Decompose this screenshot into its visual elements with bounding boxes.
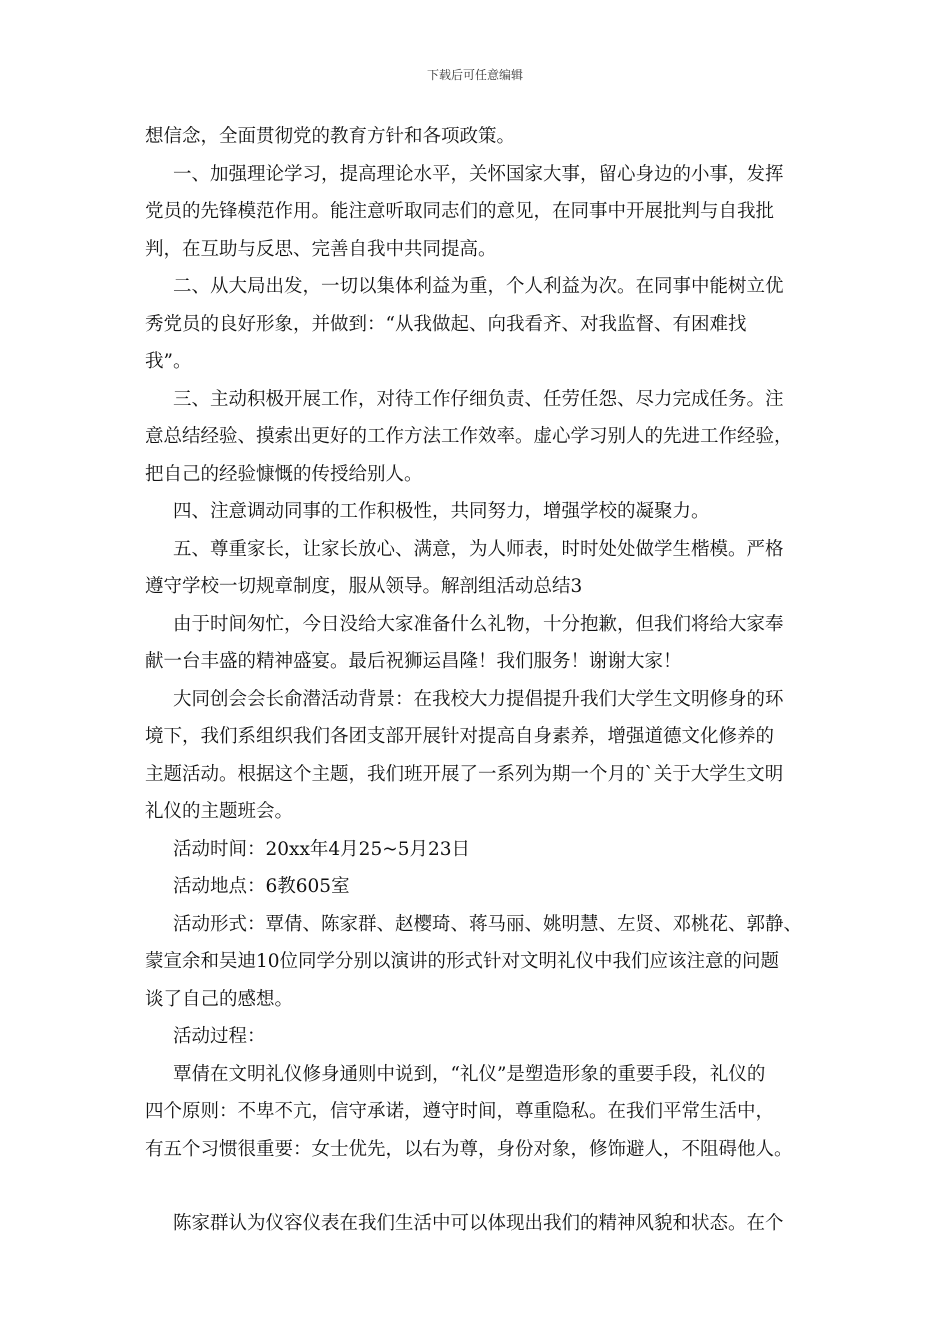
- text-line: 境下，我们系组织我们各团支部开展针对提高自身素养，增强道德文化修养的: [145, 726, 775, 747]
- paragraph: [145, 1056, 825, 1169]
- paragraph: [145, 1205, 825, 1243]
- text-line: 谈了自己的感想。: [145, 988, 294, 1010]
- paragraph: [145, 1018, 825, 1056]
- paragraph: [145, 606, 825, 681]
- paragraph: [145, 381, 825, 494]
- text-line: 我”。: [145, 351, 192, 372]
- paragraph: [145, 493, 825, 531]
- page-header: 下载后可任意编辑: [426, 68, 523, 82]
- text-line: 覃倩在文明礼仪修身通则中说到，“礼仪”是塑造形象的重要手段，礼仪的: [173, 1063, 766, 1085]
- text-line: 党员的先锋模范作用。能注意听取同志们的意见，在同事中开展批判与自我批: [145, 201, 775, 222]
- text-line: 有五个习惯很重要：女士优先，以右为尊，身份对象，修饰避人，不阻碍他人。: [145, 1138, 793, 1160]
- paragraph-spacer: [145, 1168, 825, 1205]
- text-line: 活动形式：覃倩、陈家群、赵樱琦、蒋马丽、姚明慧、左贤、邓桃花、郭静、: [173, 913, 803, 935]
- text-line: 主题活动。根据这个主题，我们班开展了一系列为期一个月的`关于大学生文明: [145, 763, 784, 785]
- text-line: 蒙宣余和吴迪10位同学分别以演讲的形式针对文明礼仪中我们应该注意的问题: [145, 951, 780, 972]
- paragraph: [145, 156, 825, 269]
- text-line: 活动过程：: [173, 1026, 266, 1047]
- text-line: 四、注意调动同事的工作积极性，共同努力，增强学校的凝聚力。: [173, 501, 710, 522]
- paragraph: [145, 868, 825, 906]
- text-line: 遵守学校一切规章制度，服从领导。解剖组活动总结3: [145, 576, 583, 597]
- text-line: 二、从大局出发，一切以集体利益为重，个人利益为次。在同事中能树立优: [173, 276, 784, 297]
- paragraph: [145, 531, 825, 606]
- paragraph: [145, 831, 825, 869]
- text-line: 礼仪的主题班会。: [145, 801, 294, 822]
- text-line: 判，在互助与反思、完善自我中共同提高。: [145, 238, 497, 260]
- paragraph: [145, 681, 825, 831]
- text-line: 三、主动积极开展工作，对待工作仔细负责、任劳任怨、尽力完成任务。注: [173, 388, 784, 410]
- text-line: 献一台丰盛的精神盛宴。最后祝狮运昌隆！我们服务！谢谢大家！: [145, 651, 682, 672]
- paragraph: [145, 906, 825, 1019]
- text-line: 陈家群认为仪容仪表在我们生活中可以体现出我们的精神风貌和状态。在个: [173, 1213, 784, 1234]
- text-line: 活动地点：6教605室: [173, 876, 350, 897]
- text-line: 大同创会会长俞潜活动背景：在我校大力提倡提升我们大学生文明修身的环: [173, 688, 784, 710]
- text-line: 一、加强理论学习，提高理论水平，关怀国家大事，留心身边的小事，发挥: [173, 163, 784, 185]
- paragraph: [145, 268, 825, 381]
- text-line: 意总结经验、摸索出更好的工作方法工作效率。虚心学习别人的先进工作经验，: [145, 426, 793, 447]
- paragraph: [145, 118, 825, 156]
- text-line: 活动时间：20xx年4月25~5月23日: [173, 838, 471, 860]
- text-line: 把自己的经验慷慨的传授给别人。: [145, 463, 423, 485]
- text-line: 秀党员的良好形象，并做到：“从我做起、向我看齐、对我监督、有困难找: [145, 313, 747, 335]
- text-line: 四个原则：不卑不亢，信守承诺，遵守时间，尊重隐私。在我们平常生活中，: [145, 1101, 775, 1122]
- document-body: [145, 118, 825, 1243]
- text-line: 五、尊重家长，让家长放心、满意，为人师表，时时处处做学生楷模。严格: [173, 538, 784, 560]
- text-line: 想信念，全面贯彻党的教育方针和各项政策。: [145, 126, 516, 147]
- text-line: 由于时间匆忙，今日没给大家准备什么礼物，十分抱歉，但我们将给大家奉: [173, 613, 784, 635]
